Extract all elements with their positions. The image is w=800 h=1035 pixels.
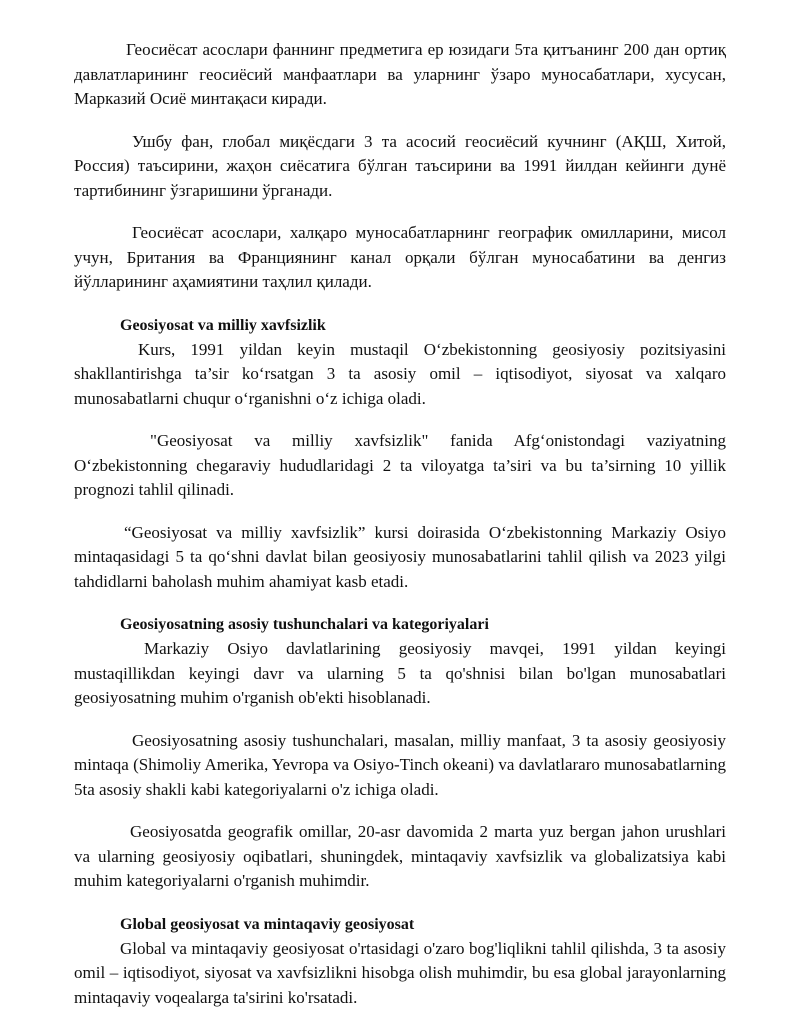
- section3-paragraph-1: Global va mintaqaviy geosiyosat o'rtasidagi o'zaro bog'liqlikni tahlil qilishda, 3 ta asosiy omil – iqtisodiyot, siyosat va xavfsizlikni hisobga olish muhimdir, bu esa global jarayonlarning mintaqaviy voqealarga ta'sirini ko'rsatadi.: [74, 938, 726, 1007]
- document-page: [74, 38, 726, 1010]
- intro-paragraph-3: Геосиёсат асослари, халқаро муносабатларнинг географик омилларини, мисол учун, Британия ва Франциянинг канал орқали бўлган муносабатини ва денгиз йўлларининг аҳамиятини таҳлил қилади.: [74, 223, 726, 291]
- section2-paragraph-2: Geosiyosatning asosiy tushunchalari, masalan, milliy manfaat, 3 ta asosiy geosiyosiy mintaqa (Shimoliy Amerika, Yevropa va Osiyo-Tinch okeani) va davlatlararo munosabatlarning 5ta asosiy shakli kabi kategoriyalarni o'z ichiga oladi.: [74, 730, 726, 799]
- intro-paragraph-2: Ушбу фан, глобал миқёсдаги 3 та асосий геосиёсий кучнинг (АҚШ, Хитой, Россия) таъсирини, жаҳон сиёсатига бўлган таъсирини ва 1991 йилдан кейинги дунё тартибининг ўзгаришини ўрганади.: [74, 131, 726, 200]
- section1-paragraph-1: Kurs, 1991 yildan keyin mustaqil O‘zbekistonning geosiyosiy pozitsiyasini shakllantirishga ta’sir ko‘rsatgan 3 ta asosiy omil – iqtisodiyot, siyosat va xalqaro munosabatlarni chuqur o‘rganishni o‘z ichiga oladi.: [74, 339, 726, 408]
- section-heading-global-regional: Global geosiyosat va mintaqaviy geosiyosat: [120, 915, 415, 933]
- section2-paragraph-1: Markaziy Osiyo davlatlarining geosiyosiy mavqei, 1991 yildan keyingi mustaqillikdan keyingi davr va ularning 5 ta qo'shnisi bilan bo'lgan munosabatlari geosiyosatning muhim o'rganish ob'ekti hisoblanadi.: [74, 639, 726, 707]
- intro-paragraph-1: Геосиёсат асослари фаннинг предметига ер юзидаги 5та қитъанинг 200 дан ортиқ давлатларининг геосиёсий манфаатлари ва уларнинг ўзаро муносабатлари, хусусан, Марказий Осиё минтақаси киради.: [74, 40, 726, 108]
- section2-paragraph-3: Geosiyosatda geografik omillar, 20-asr davomida 2 marta yuz bergan jahon urushlari va ularning geosiyosiy oqibatlari, shuningdek, mintaqaviy xavfsizlik va globalizatsiya kabi muhim kategoriyalarni o'rganish muhimdir.: [74, 822, 726, 890]
- section-heading-concepts-categories: Geosiyosatning asosiy tushunchalari va kategoriyalari: [120, 616, 489, 633]
- section-heading-national-security: Geosiyosat va milliy xavfsizlik: [120, 316, 326, 334]
- section1-paragraph-3: “Geosiyosat va milliy xavfsizlik” kursi doirasida O‘zbekistonning Markaziy Osiyo mintaqasidagi 5 ta qo‘shni davlat bilan geosiyosiy munosabatlarini tahlil qilish va 2023 yilgi tahdidlarni baholash muhim ahamiyat kasb etadi.: [74, 522, 726, 591]
- section1-paragraph-2: "Geosiyosat va milliy xavfsizlik" fanida Afg‘onistondagi vaziyatning O‘zbekistonning chegaraviy hududlaridagi 2 ta viloyatga ta’siri va bu ta’sirning 10 yillik prognozi tahlil qilinadi.: [74, 431, 726, 499]
